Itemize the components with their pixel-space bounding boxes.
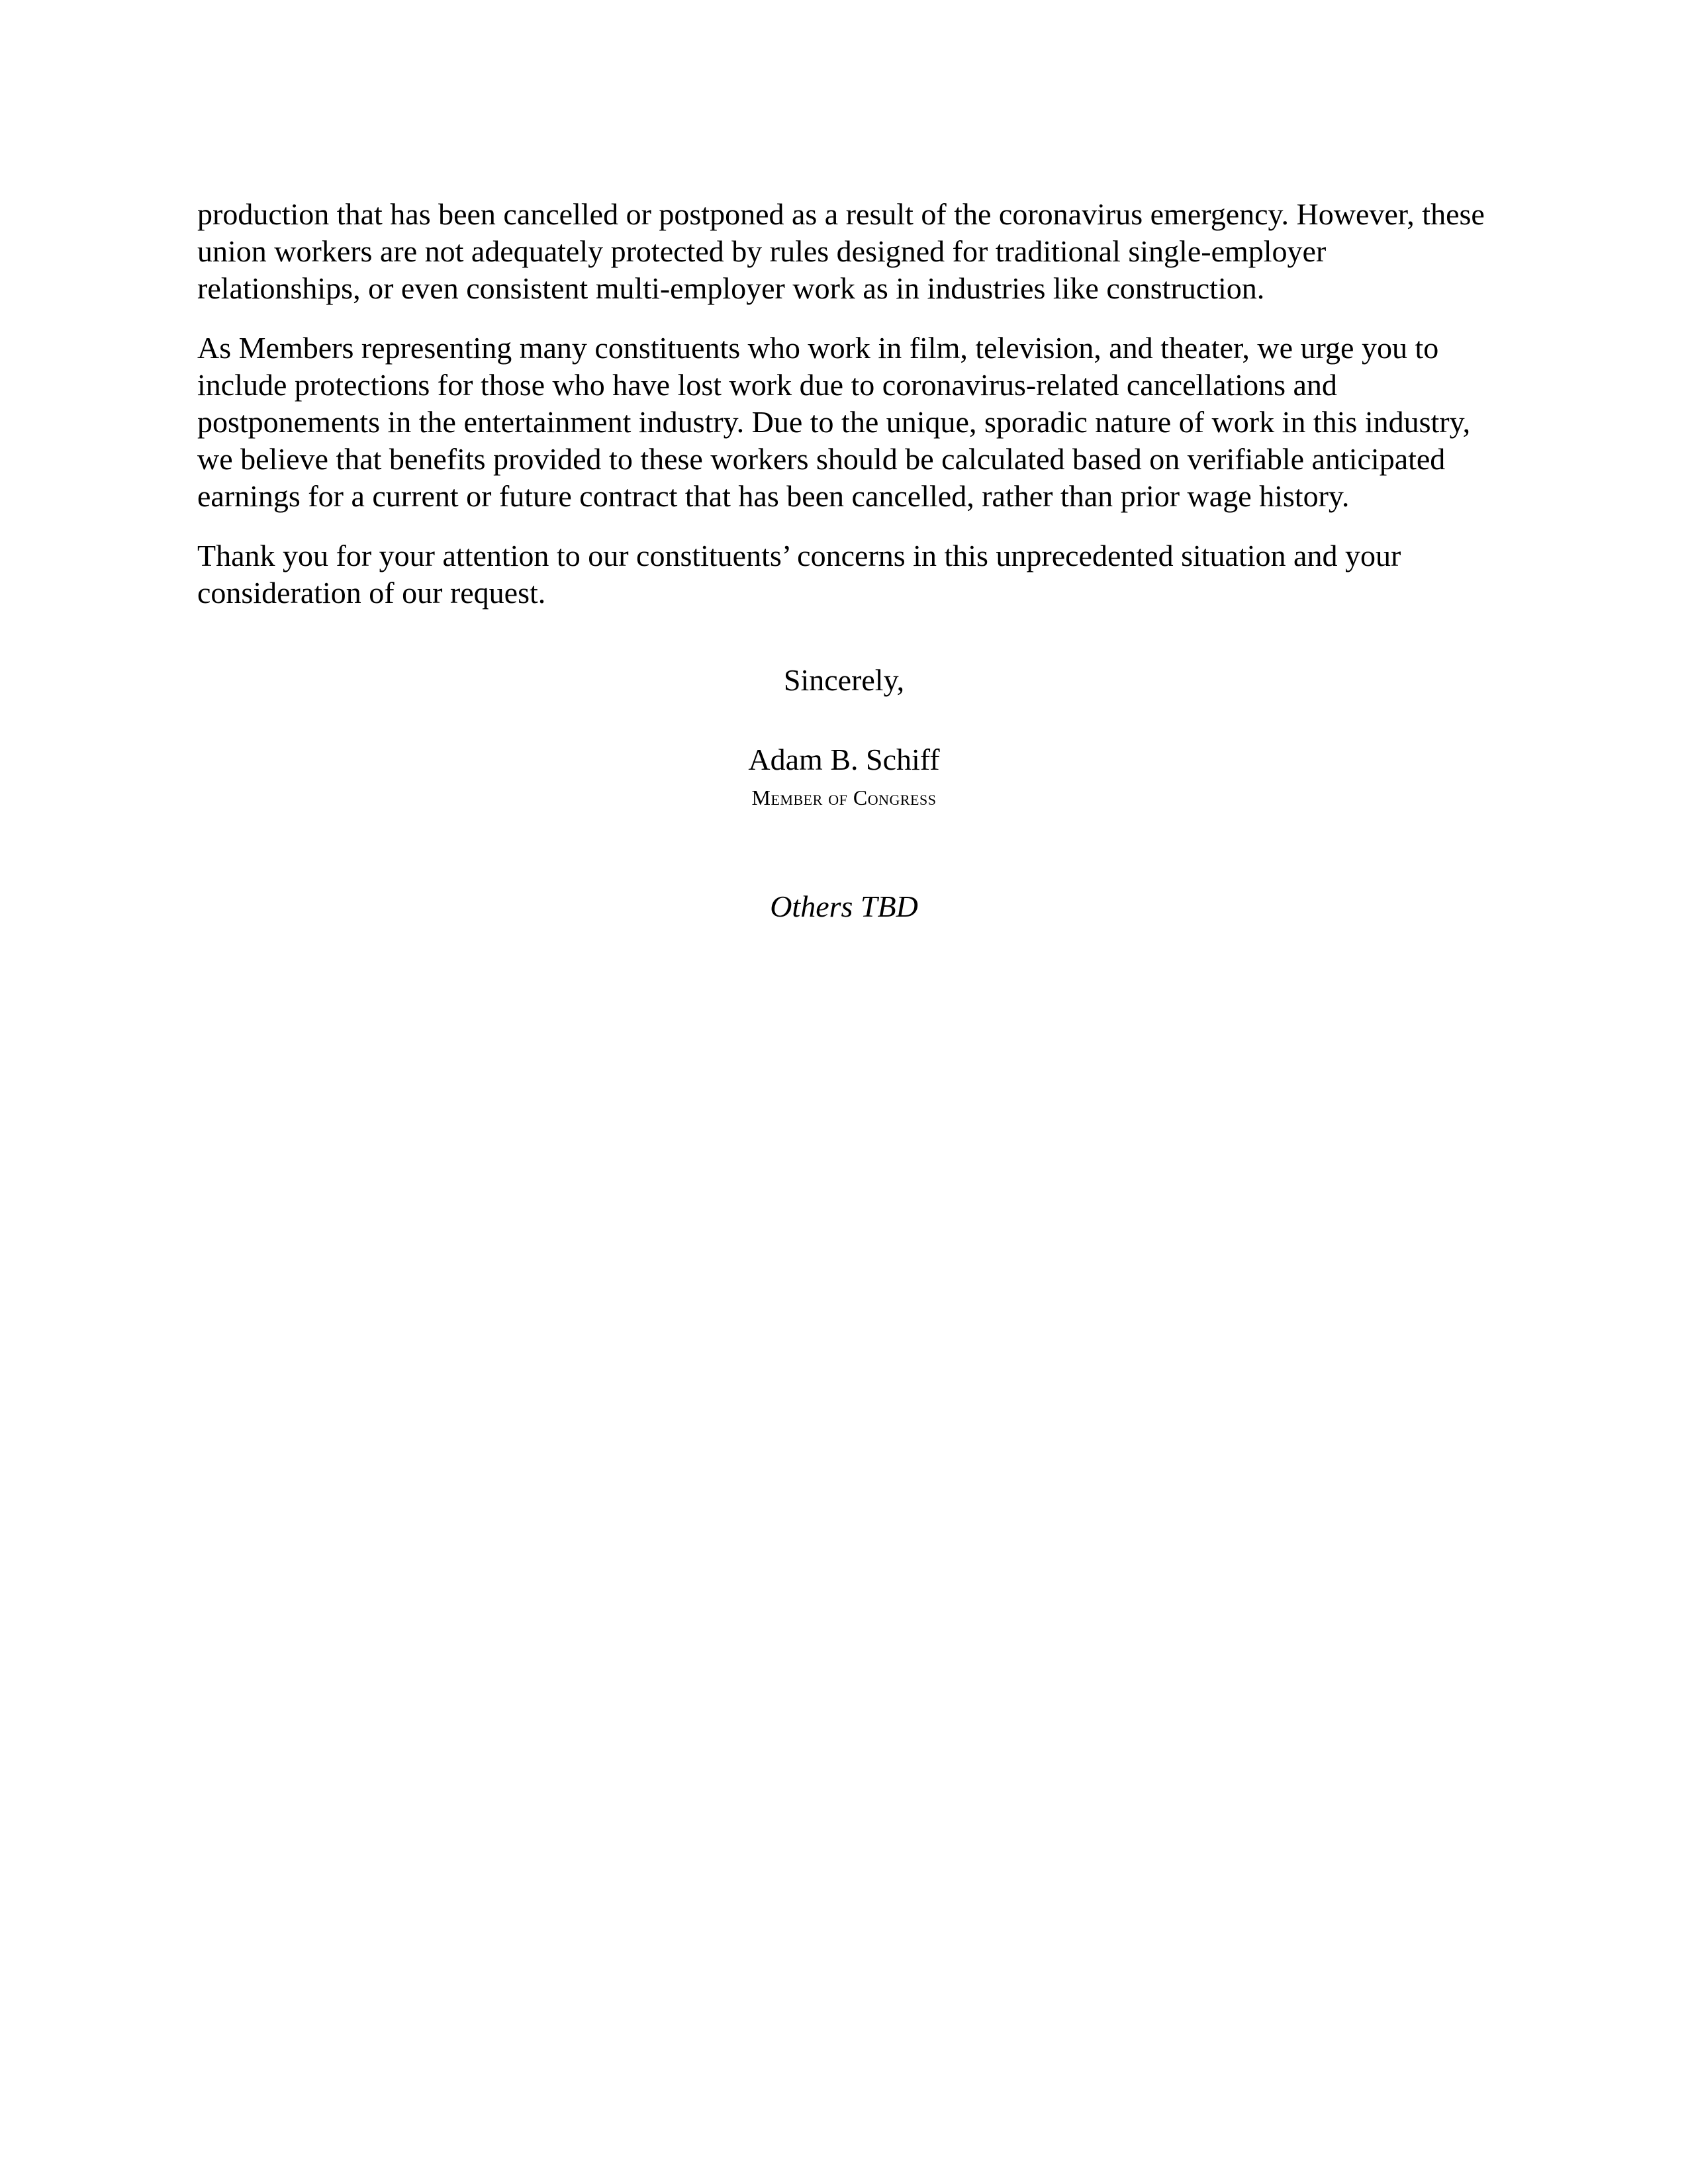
paragraph-line: consideration of our request. <box>197 576 546 610</box>
paragraph-1 <box>197 196 1491 307</box>
paragraph-line: As Members representing many constituents who work in film, television, and theater, we urge you to <box>197 331 1439 365</box>
closing-salutation: Sincerely, <box>783 663 905 697</box>
letter-body <box>197 196 1491 634</box>
paragraph-3 <box>197 537 1491 612</box>
paragraph-line: postponements in the entertainment industry. Due to the unique, sporadic nature of work in this industry, <box>197 405 1471 439</box>
paragraph-line: production that has been cancelled or postponed as a result of the coronavirus emergency. However, these <box>197 197 1485 231</box>
other-signers-note: Others TBD <box>770 889 918 923</box>
signer-name: Adam B. Schiff <box>748 743 940 776</box>
paragraph-line: earnings for a current or future contract that has been cancelled, rather than prior wage history. <box>197 479 1350 513</box>
signer-title: Member of Congress <box>751 786 937 809</box>
paragraph-line: union workers are not adequately protected by rules designed for traditional single-employer <box>197 234 1327 268</box>
paragraph-line: relationships, or even consistent multi-employer work as in industries like construction. <box>197 271 1265 305</box>
paragraph-2 <box>197 330 1491 515</box>
paragraph-line: include protections for those who have lost work due to coronavirus-related cancellations and <box>197 368 1337 402</box>
paragraph-line: Thank you for your attention to our constituents’ concerns in this unprecedented situation and your <box>197 539 1401 572</box>
paragraph-line: we believe that benefits provided to these workers should be calculated based on verifiable anticipated <box>197 442 1446 476</box>
